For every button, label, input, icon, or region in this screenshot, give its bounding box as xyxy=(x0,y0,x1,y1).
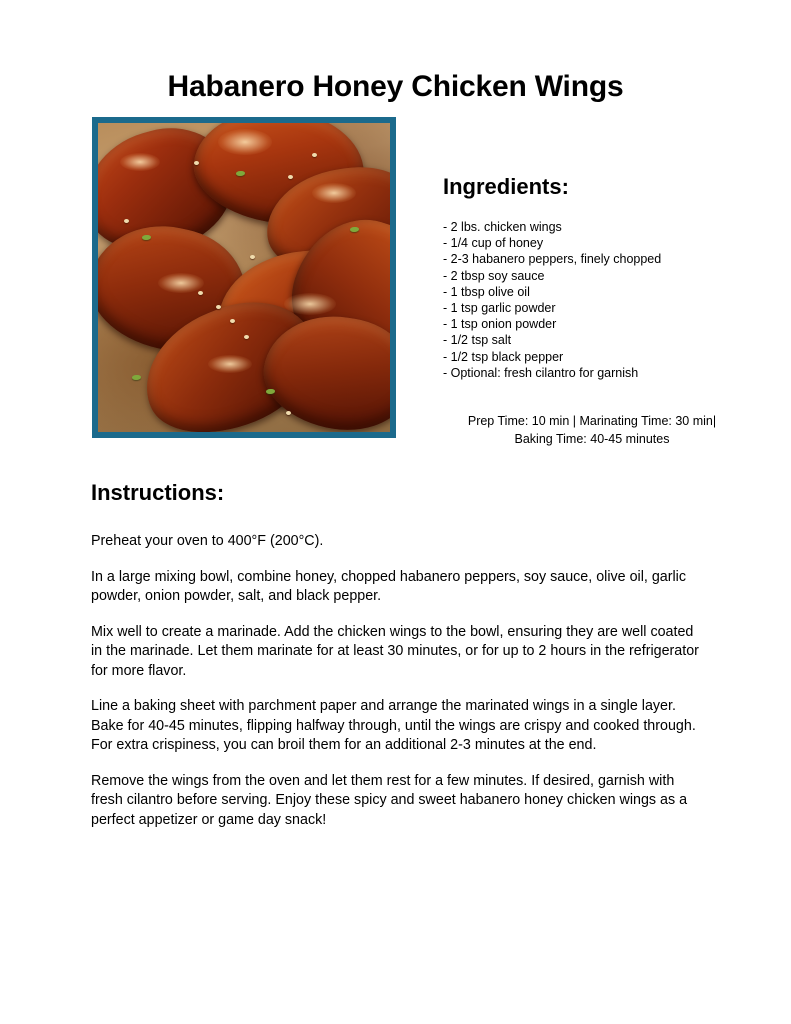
instruction-paragraph: Line a baking sheet with parchment paper and arrange the marinated wings in a single layer. Bake for 40-45 minutes, flipping halfway through, until the wings are crispy and cooked through. For extra crispiness, you can broil them for an additional 2-3 minutes at the end. xyxy=(91,698,696,753)
ingredient-item: - Optional: fresh cilantro for garnish xyxy=(443,365,639,380)
instruction-paragraph: Preheat your oven to 400°F (200°C). xyxy=(91,533,324,549)
sesame-seed xyxy=(124,219,129,223)
ingredients-list xyxy=(443,219,743,381)
instructions-heading: Instructions: xyxy=(91,480,225,505)
sesame-seed xyxy=(198,291,203,295)
ingredient-item: - 1/4 cup of honey xyxy=(443,236,544,251)
recipe-photo xyxy=(92,117,396,438)
ingredient-item: - 1 tsp onion powder xyxy=(443,317,557,332)
sesame-seed xyxy=(194,161,199,165)
sesame-seed xyxy=(288,175,293,179)
sesame-seed xyxy=(230,319,235,323)
instruction-paragraph: Mix well to create a marinade. Add the chicken wings to the bowl, ensuring they are well coated in the marinade. Let them marinate for at least 30 minutes, or for up to 2 hours in the refrigerator for more flavor. xyxy=(91,623,699,679)
ingredient-item: - 2 lbs. chicken wings xyxy=(443,220,562,234)
ingredient-item: - 1/2 tsp black pepper xyxy=(443,349,564,364)
baking-time: Baking Time: 40-45 minutes xyxy=(514,432,670,446)
page-title: Habanero Honey Chicken Wings xyxy=(167,70,624,103)
instruction-paragraph: Remove the wings from the oven and let them rest for a few minutes. If desired, garnish with fresh cilantro before serving. Enjoy these spicy and sweet habanero honey chicken wings as a perfect appetizer or game day snack! xyxy=(91,772,688,828)
ingredient-item: - 2 tbsp soy sauce xyxy=(443,268,545,283)
ingredient-item: - 1 tbsp olive oil xyxy=(443,284,530,299)
recipe-times xyxy=(442,412,742,448)
instruction-paragraph: In a large mixing bowl, combine honey, chopped habanero peppers, soy sauce, olive oil, garlic powder, onion powder, salt, and black pepper. xyxy=(91,568,686,604)
ingredient-item: - 2-3 habanero peppers, finely chopped xyxy=(443,252,662,267)
cilantro-garnish xyxy=(132,375,141,380)
ingredients-heading: Ingredients: xyxy=(443,174,569,199)
sesame-seed xyxy=(286,411,291,415)
sesame-seed xyxy=(216,305,221,309)
sesame-seed xyxy=(244,335,249,339)
sesame-seed xyxy=(312,153,317,157)
ingredient-item: - 1/2 tsp salt xyxy=(443,333,512,348)
sesame-seed xyxy=(250,255,255,259)
instructions-body xyxy=(91,532,702,830)
ingredient-item: - 1 tsp garlic powder xyxy=(443,301,556,316)
recipe-photo-image xyxy=(98,123,390,432)
prep-marinating-time: Prep Time: 10 min | Marinating Time: 30 min| xyxy=(467,414,717,428)
